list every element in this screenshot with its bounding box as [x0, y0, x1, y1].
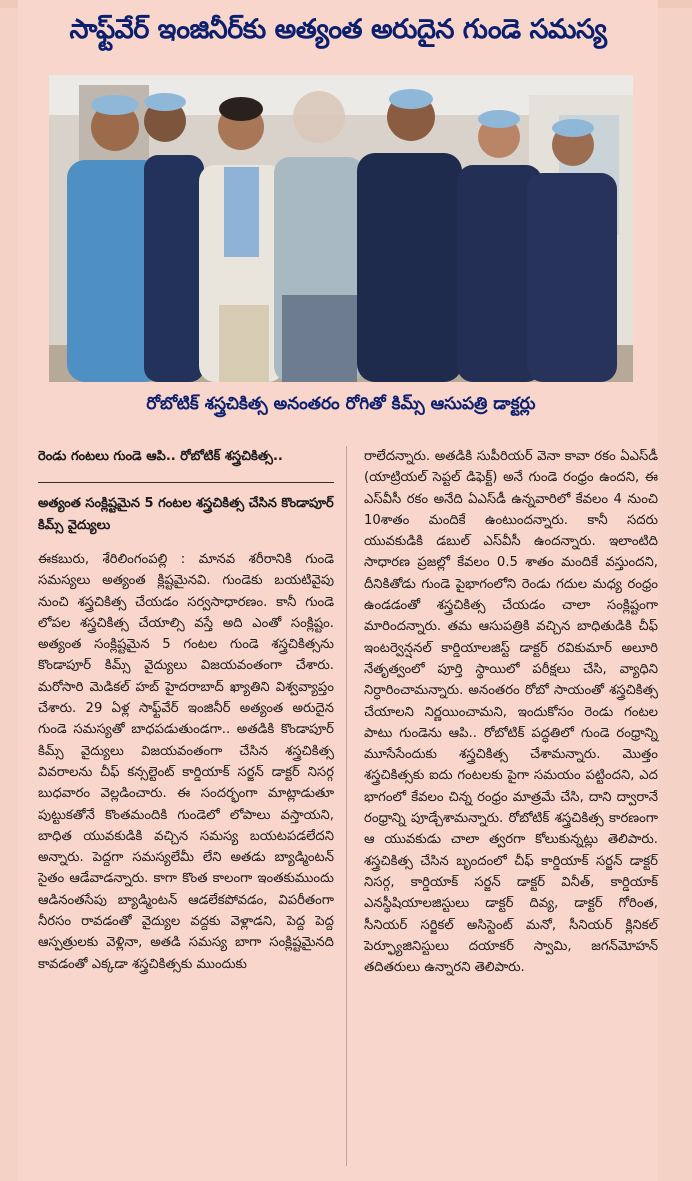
article-right-column [364, 446, 658, 978]
column-divider [346, 446, 347, 1166]
subheading-primary: రెండు గంటలు గుండె ఆపి.. రోబోటిక్ శస్త్రచికిత్స.. [38, 449, 283, 464]
subheading-rule [38, 482, 334, 483]
subheading-secondary: అత్యంత సంక్లిష్టమైన 5 గంటల శస్త్రచికిత్స చేసిన కొండాపూర్ కిమ్స్ వైద్యులు [38, 496, 334, 533]
article-left-column [38, 446, 334, 975]
group-photo-illustration [49, 75, 633, 382]
article-body-right: రాలేదన్నారు. అతడికి సుపీరియర్ వెనా కావా రకం ఏఎస్‌డీ (యాట్రియల్ సెప్టల్ డిఫెక్ట్) అనే గుండె రంధ్రం ఉందని, ఈ ఎస్‌వీసీ రకం అనేది ఏఎస్‌డీ ఉన్నవారిలో కేవలం 4 నుంచి 10శాతం మందికే ఉంటుందన్నారు. కానీ సదరు యువకుడికి డబుల్ ఎస్‌వీసీ ఉందన్నారు. ఇలాంటిది సాధారణ ప్రజల్లో కేవలం 0.5 శాతం మందికే వస్తుందని, దీనికితోడు గుండె పైభాగంలోని రెండు గదుల మధ్య రంధ్రం ఉండడంతో శస్త్రచికిత్స చేయడం చాలా సంక్లిష్టంగా మారిందన్నారు. తమ ఆసుపత్రికి వచ్చిన బాధితుడికి చీఫ్ ఇంటర్వెన్షనల్ కార్డియాలజిస్ట్ డాక్టర్ రవికుమార్ అలూరి నేతృత్వంలో పూర్తి స్థాయిలో పరీక్షలు చేసి, వ్యాధిని నిర్ధారించామన్నారు. అనంతరం రోబో సాయంతో శస్త్రచికిత్స చేయాలని నిర్ణయించామని, ఇందుకోసం రెండు గంటల పాటు గుండెను ఆపి.. రోబోటిక్ పద్ధతిలో గుండె రంధ్రాన్ని మూసేసేందుకు శస్త్రచికిత్స చేశామన్నారు. మొత్తం శస్త్రచికిత్సకు ఐదు గంటలకు పైగా సమయం పట్టిందని, ఎద భాగంలో కేవలం చిన్న రంధ్రం మాత్రమే చేసి, దాని ద్వారానే రంధ్రాన్ని పూడ్చేశామన్నారు. రోబోటిక్ శస్త్రచికిత్స కారణంగా ఆ యువకుడు చాలా త్వరగా కోలుకున్నట్లు తెలిపారు. శస్త్రచికిత్స చేసిన బృందంలో చీఫ్ కార్డియాక్ సర్జన్ డాక్టర్ నిసర్గ, కార్డియాక్ సర్జన్ డాక్టర్ వినీత్, కార్డియాక్ ఎనస్థీషియాలజిస్టులు డాక్టర్ దివ్య, డాక్టర్ గోరింత, సీనియర్ సర్జికల్ అసిస్టెంట్ మనో, సీనియర్ క్లినికల్ పెర్ఫ్యూజినిస్టులు దయాకర్ స్వామి, జగన్‌మోహన్ తదితరులు ఉన్నారని తెలిపారు. [364, 449, 658, 976]
photo-caption: రోబోటిక్ శస్త్రచికిత్స అనంతరం రోగితో కిమ్స్ ఆసుపత్రి డాక్టర్లు [146, 394, 536, 414]
article-body-left: ఈకబురు, శేరిలింగంపల్లి : మానవ శరీరానికి గుండె సమస్యలు అత్యంత క్లిష్టమైనవి. గుండెకు బయటివైపు నుంచి శస్త్రచికిత్స చేయడం సర్వసాధారణం. కానీ గుండె లోపల శస్త్రచికిత్స చేయాల్సి వస్తే అది ఎంతో సంక్లిష్టం. అత్యంత సంక్లిష్టమైన 5 గంటల గుండె శస్త్రచికిత్సను కొండాపూర్ కిమ్స్ వైద్యులు విజయవంతంగా చేశారు. మరోసారి మెడికల్ హబ్ హైదరాబాద్ ఖ్యాతిని విశ్వవ్యాప్తం చేశారు. 29 ఏళ్ల సాఫ్ట్‌వేర్ ఇంజినీర్ అత్యంత అరుదైన గుండె సమస్యతో బాధపడుతుండగా.. అతడికి కొండాపూర్ కిమ్స్ వైద్యులు విజయవంతంగా చేసిన శస్త్రచికిత్స వివరాలను చీఫ్ కన్సల్టెంట్ కార్డియాక్ సర్జన్ డాక్టర్ నిసర్గ బుధవారం వెల్లడించారు. ఈ సందర్భంగా మాట్లాడుతూ పుట్టుకతోనే కొంతమందికి గుండెలో లోపాలు వస్తాయని, బాధిత యువకుడికి వచ్చిన సమస్య బయటపడలేదని అన్నారు. పెద్దగా సమస్యలేమీ లేని అతడు బ్యాడ్మింటన్ సైతం ఆడేవాడన్నారు. కాగా కొంత కాలంగా ఇంతకుముందు ఆడినంతసేపు బ్యాడ్మింటన్ ఆడలేకపోవడం, విపరీతంగా నీరసం రావడంతో వైద్యుల వద్దకు వెళ్లాడని, పెద్ద పెద్ద ఆస్పత్రులకు వెళ్లినా, అతడి సమస్య బాగా సంక్లిష్టమైనది కావడంతో ఎక్కడా శస్త్రచికిత్సకు ముందుకు [38, 552, 334, 972]
group-photo [49, 75, 633, 382]
headline: సాఫ్ట్‌వేర్ ఇంజినీర్‌కు అత్యంత అరుదైన గుండె సమస్య [69, 14, 607, 45]
